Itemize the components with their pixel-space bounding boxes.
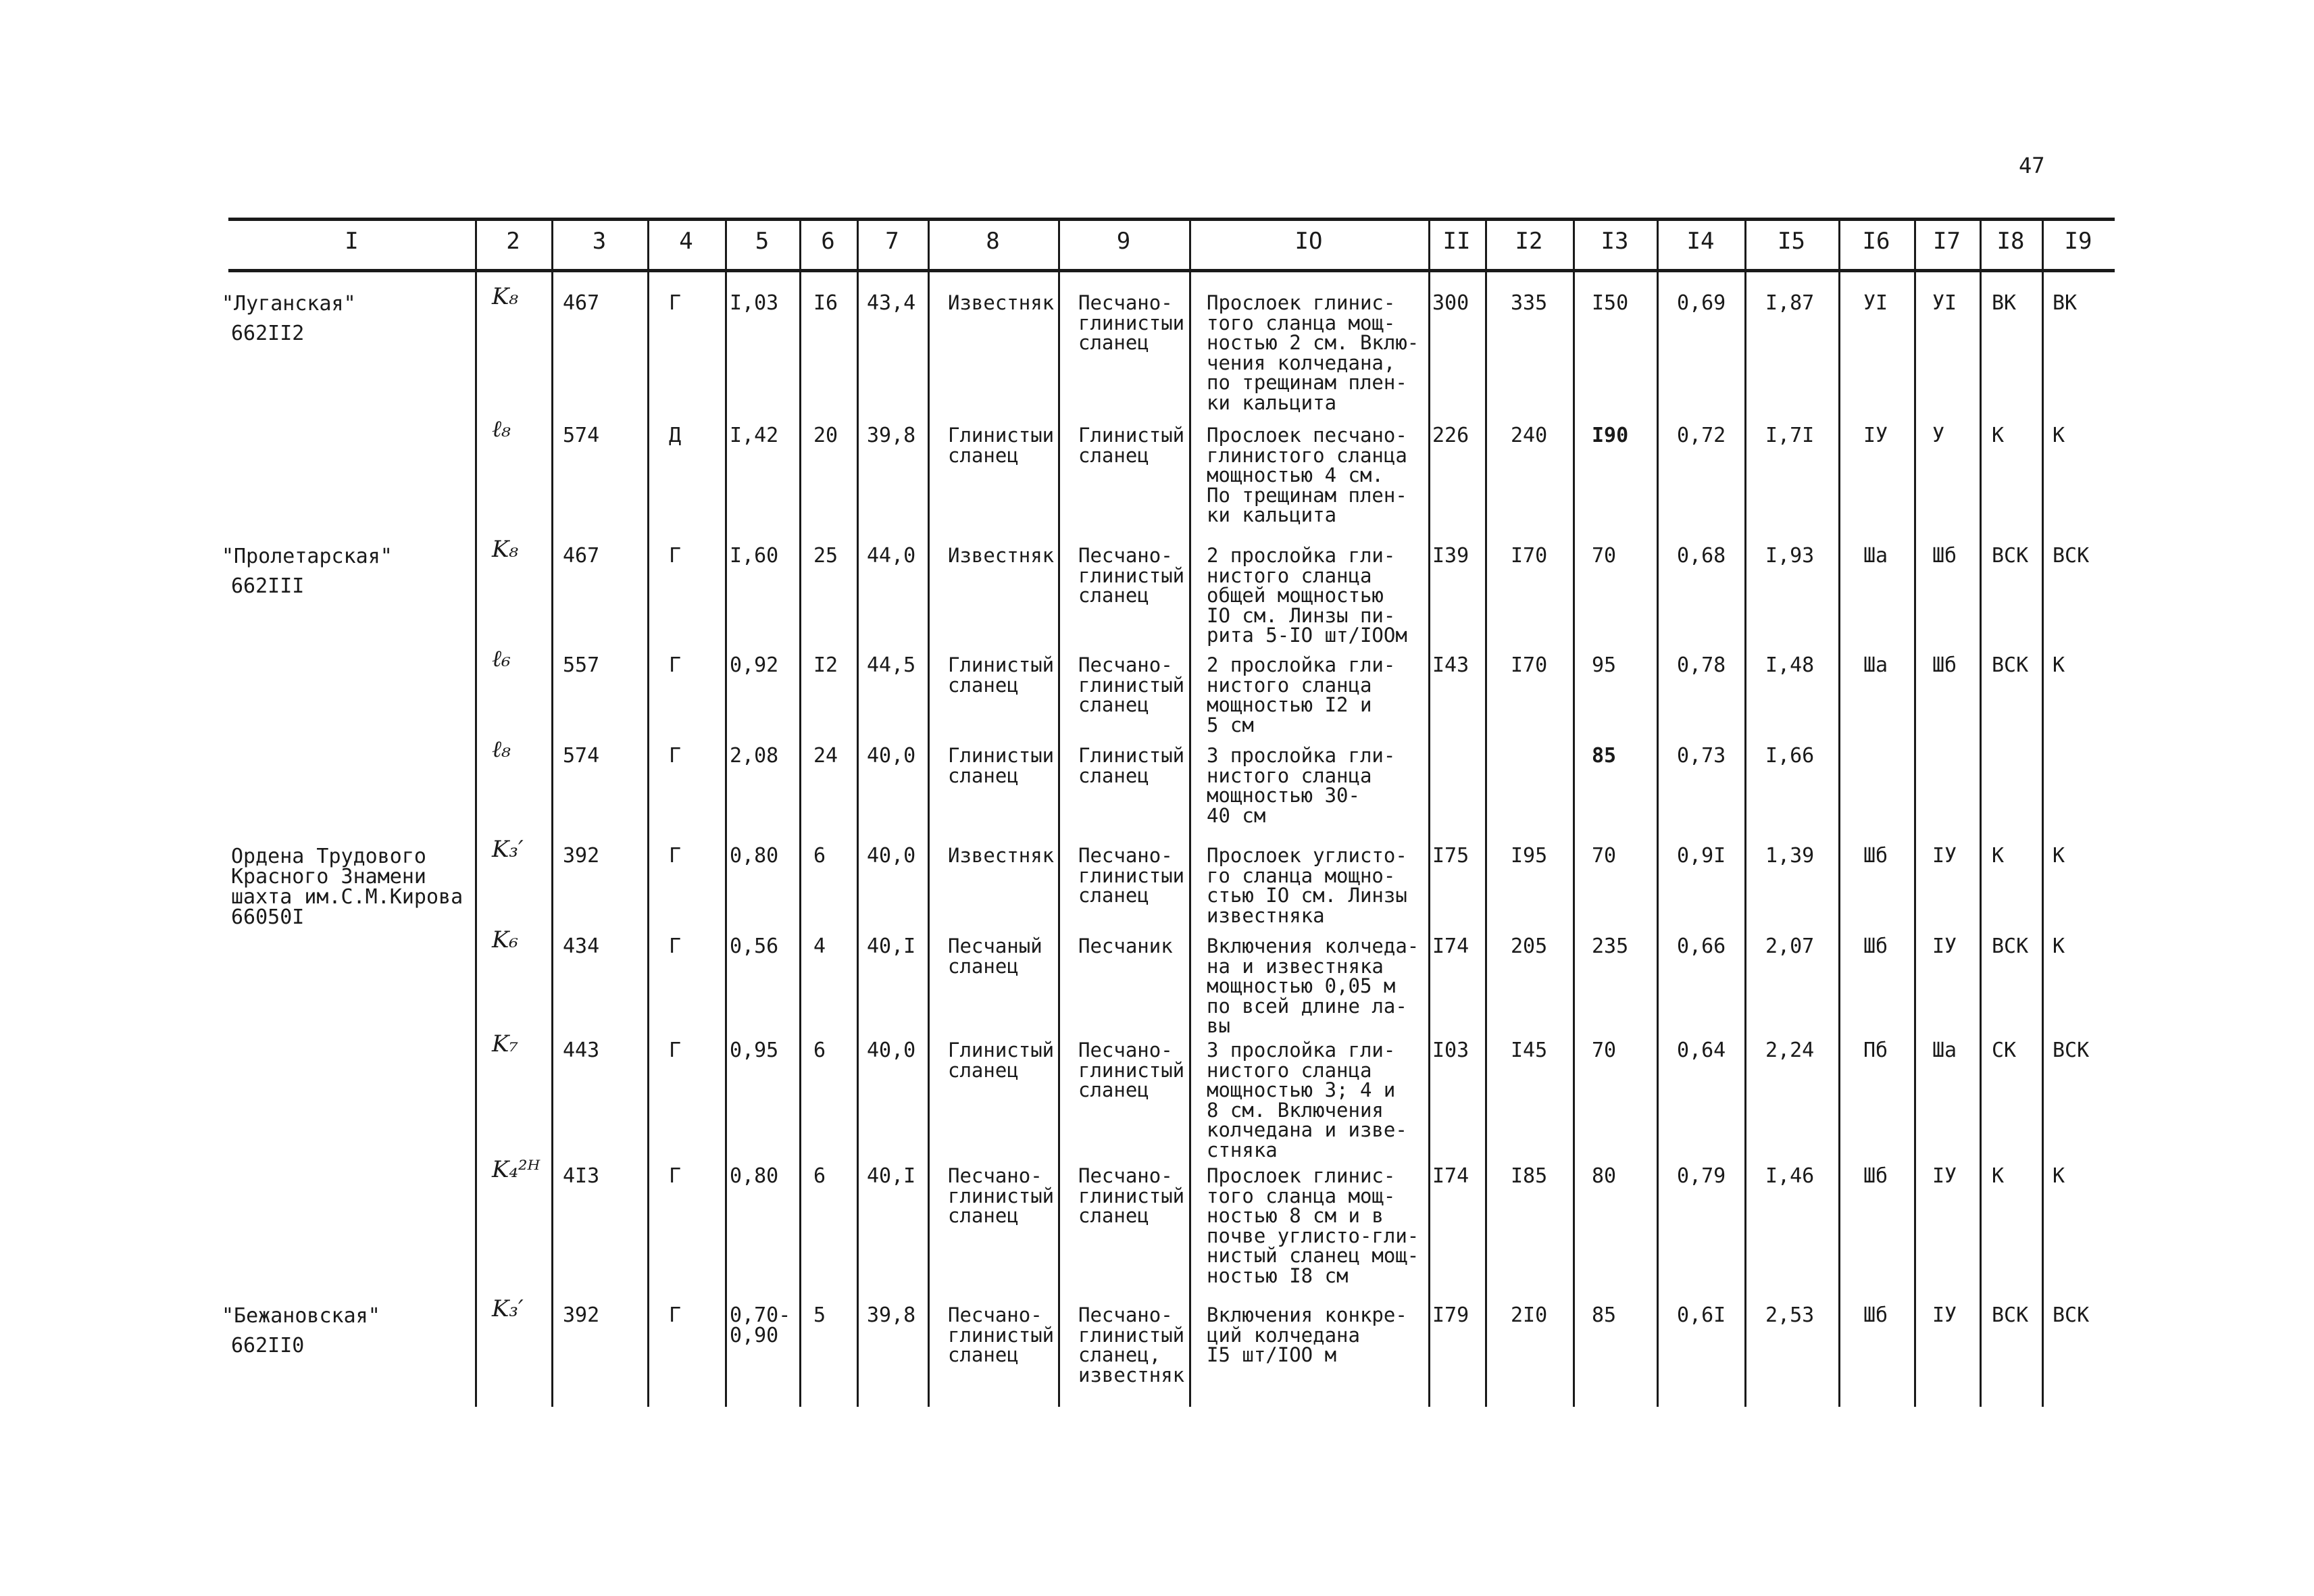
cell-c10-line: мощностью 0,05 м (1207, 974, 1396, 997)
mine-name-line: "Луганская" (222, 292, 356, 316)
cell-c18: СК (1992, 1039, 2017, 1062)
column-header: I2 (1515, 228, 1543, 255)
cell-c9-line: Глинистый (1078, 424, 1185, 447)
cell-c3: 434 (563, 934, 600, 958)
cell-c10-line: 3 прослойка гли- (1207, 1039, 1396, 1062)
column-separator (1744, 218, 1746, 1407)
cell-c8-line: Глинистыи (948, 744, 1055, 767)
cell-c11: I43 (1432, 653, 1469, 677)
column-header: I9 (2064, 228, 2092, 255)
cell-c8-line: Песчаный (948, 934, 1042, 957)
cell-c9-line: сланец (1078, 884, 1149, 907)
cell-c9-line: Песчано- (1078, 1039, 1173, 1062)
cell-c11: I74 (1432, 934, 1469, 958)
cell-c10-line: ностью I8 см (1207, 1264, 1349, 1287)
cell-c19: ВСК (2053, 1303, 2090, 1327)
column-separator (1428, 218, 1430, 1407)
cell-c13: I50 (1592, 291, 1629, 315)
cell-c10-line: нистого сланца (1207, 564, 1372, 587)
cell-c7: 39,8 (867, 424, 916, 447)
cell-c6: 24 (813, 744, 838, 768)
cell-c17: IУ (1932, 934, 1957, 958)
cell-c11: I39 (1432, 544, 1469, 568)
cell-c10-line: ностью 8 см и в (1207, 1204, 1384, 1227)
cell-c4: Г (669, 744, 682, 768)
cell-c17: УI (1932, 291, 1957, 315)
cell-c8-line: сланец (948, 443, 1019, 467)
seam-index: K₆ (492, 926, 519, 953)
cell-c10-line: Включения колчеда- (1207, 934, 1419, 957)
column-separator (2042, 218, 2044, 1407)
cell-c10-line: ки кальцита (1207, 503, 1337, 526)
cell-c11: I75 (1432, 844, 1469, 868)
cell-c18: К (1992, 424, 2005, 447)
cell-c4: Г (669, 1164, 682, 1188)
cell-c13: 70 (1592, 1039, 1617, 1062)
cell-c15: I,48 (1765, 653, 1815, 677)
cell-c15: I,66 (1765, 744, 1815, 768)
cell-c9-line: Песчано- (1078, 544, 1173, 567)
cell-c11: 300 (1432, 291, 1469, 315)
cell-c10-line: мощностью 4 см. (1207, 464, 1384, 487)
cell-c9-line: Песчано- (1078, 291, 1173, 314)
column-header: II (1442, 228, 1471, 255)
mine-name-line: Красного Знамени (231, 865, 426, 889)
column-separator (1657, 218, 1659, 1407)
cell-c10-line: По трещинам плен- (1207, 483, 1407, 507)
cell-c10-line: 40 см (1207, 803, 1266, 827)
cell-c10-line: чения колчедана, (1207, 351, 1396, 374)
cell-c4: Г (669, 544, 682, 568)
cell-c18: К (1992, 1164, 2005, 1188)
cell-c9-line: глинистый (1078, 1058, 1185, 1082)
column-separator (1058, 218, 1060, 1407)
cell-c8-line: сланец (948, 1343, 1019, 1366)
cell-c5: 0,70- (730, 1303, 791, 1327)
cell-c8-line: глинистый (948, 1323, 1055, 1347)
column-header: 4 (679, 228, 693, 255)
cell-c10-line: ностью 2 см. Вклю- (1207, 331, 1419, 354)
cell-c11: I74 (1432, 1164, 1469, 1188)
seam-index: K₈ (492, 283, 519, 310)
column-header: I3 (1601, 228, 1629, 255)
cell-c10-line: на и известняка (1207, 954, 1384, 978)
cell-c10-line: того сланца мощ- (1207, 1184, 1396, 1207)
cell-c9-line: сланец (1078, 764, 1149, 787)
seam-index: K₃′ (492, 1295, 524, 1322)
cell-c14: 0,68 (1677, 544, 1726, 568)
column-header: 5 (755, 228, 770, 255)
column-separator (1573, 218, 1575, 1407)
cell-c10-line: мощностью I2 и (1207, 693, 1372, 716)
cell-c4: Г (669, 1039, 682, 1062)
cell-c7: 44,5 (867, 653, 916, 677)
cell-c14: 0,66 (1677, 934, 1726, 958)
column-separator (1838, 218, 1840, 1407)
cell-c8-line: глинистый (948, 1184, 1055, 1207)
cell-c10-line: нистого сланца (1207, 1058, 1372, 1082)
cell-c8-line: Известняк (948, 844, 1055, 867)
mine-name-line: "Бежановская" (222, 1304, 380, 1328)
cell-c10-line: нистого сланца (1207, 764, 1372, 787)
cell-c5: 0,80 (730, 1164, 779, 1188)
cell-c10-line: го сланца мощно- (1207, 864, 1396, 887)
cell-c8-line: Глинистый (948, 653, 1055, 676)
cell-c3: 574 (563, 424, 600, 447)
cell-c13: 85 (1592, 744, 1617, 768)
cell-c14: 0,79 (1677, 1164, 1726, 1188)
cell-c15: I,93 (1765, 544, 1815, 568)
cell-c9-line: сланец (1078, 331, 1149, 354)
cell-c13: 95 (1592, 653, 1617, 677)
seam-index: ℓ₈ (492, 416, 511, 443)
column-separator (857, 218, 859, 1407)
cell-c7: 40,I (867, 934, 916, 958)
cell-c13: I90 (1592, 424, 1629, 447)
cell-c8-line: Глинистыи (948, 424, 1055, 447)
cell-c5: 2,08 (730, 744, 779, 768)
cell-c10-line: рита 5-IO шт/IOOм (1207, 624, 1407, 647)
cell-c8-line: сланец (948, 673, 1019, 697)
mine-name-line: "Пролетарская" (222, 545, 393, 568)
cell-c10-line: Прослоек углисто- (1207, 844, 1407, 867)
cell-c9-line: сланец (1078, 1078, 1149, 1101)
header-top-rule (228, 218, 2115, 221)
column-separator (1980, 218, 1982, 1407)
column-separator (928, 218, 930, 1407)
cell-c10-line: глинистого сланца (1207, 443, 1407, 467)
cell-c6: 6 (813, 1039, 826, 1062)
cell-c3: 467 (563, 291, 600, 315)
cell-c14: 0,64 (1677, 1039, 1726, 1062)
cell-c7: 44,0 (867, 544, 916, 568)
cell-c17: Шa (1932, 1039, 1957, 1062)
cell-c13: 85 (1592, 1303, 1617, 1327)
column-separator (725, 218, 727, 1407)
cell-c5: 0,90 (730, 1324, 779, 1347)
cell-c8-line: сланец (948, 1204, 1019, 1227)
cell-c14: 0,69 (1677, 291, 1726, 315)
cell-c10-line: IO см. Линзы пи- (1207, 603, 1396, 627)
cell-c16: IУ (1863, 424, 1888, 447)
cell-c10-line: 2 прослойка гли- (1207, 653, 1396, 676)
column-header: I4 (1686, 228, 1715, 255)
cell-c6: 5 (813, 1303, 826, 1327)
cell-c8-line: Песчано- (948, 1164, 1042, 1187)
cell-c10-line: стью IO см. Линзы (1207, 884, 1407, 907)
cell-c10-line: Включения конкре- (1207, 1303, 1407, 1326)
seam-index: K₇ (492, 1030, 519, 1057)
cell-c10-line: Прослоек песчано- (1207, 424, 1407, 447)
column-separator (551, 218, 553, 1407)
cell-c12: 335 (1511, 291, 1548, 315)
cell-c9-line: глинистыи (1078, 311, 1185, 334)
cell-c17: У (1932, 424, 1945, 447)
column-header: 8 (986, 228, 1000, 255)
column-header: I6 (1862, 228, 1890, 255)
seam-index: K₄²ᴴ (492, 1156, 540, 1183)
cell-c10-line: 2 прослойка гли- (1207, 544, 1396, 567)
cell-c19: ВСК (2053, 544, 2090, 568)
mine-name-line: 662III (231, 574, 305, 598)
cell-c7: 39,8 (867, 1303, 916, 1327)
cell-c4: Г (669, 653, 682, 677)
cell-c3: 574 (563, 744, 600, 768)
cell-c13: 70 (1592, 844, 1617, 868)
cell-c18: ВК (1992, 291, 2017, 315)
cell-c10-line: I5 шт/IOO м (1207, 1343, 1337, 1366)
cell-c12: 240 (1511, 424, 1548, 447)
cell-c11: I03 (1432, 1039, 1469, 1062)
seam-index: K₃′ (492, 836, 524, 863)
cell-c10-line: стняка (1207, 1138, 1278, 1162)
cell-c10-line: общей мощностью (1207, 584, 1384, 607)
column-header: I7 (1933, 228, 1961, 255)
cell-c10-line: по всей длине ла- (1207, 994, 1407, 1018)
cell-c15: 2,53 (1765, 1303, 1815, 1327)
cell-c12: I70 (1511, 544, 1548, 568)
cell-c19: ВСК (2053, 1039, 2090, 1062)
cell-c8-line: сланец (948, 1058, 1019, 1082)
column-separator (799, 218, 801, 1407)
cell-c9-line: сланец (1078, 584, 1149, 607)
cell-c9-line: глинистыи (1078, 864, 1185, 887)
mine-name-line: Ордена Трудового (231, 845, 426, 868)
cell-c15: I,87 (1765, 291, 1815, 315)
column-header: 2 (506, 228, 520, 255)
cell-c9-line: сланец (1078, 443, 1149, 467)
cell-c3: 392 (563, 1303, 600, 1327)
cell-c10-line: колчедана и изве- (1207, 1118, 1407, 1141)
cell-c11: I79 (1432, 1303, 1469, 1327)
cell-c8-line: Известняк (948, 291, 1055, 314)
cell-c14: 0,78 (1677, 653, 1726, 677)
cell-c5: 0,56 (730, 934, 779, 958)
cell-c10-line: нистого сланца (1207, 673, 1372, 697)
cell-c3: 4I3 (563, 1164, 600, 1188)
seam-index: ℓ₈ (492, 736, 511, 763)
data-table (222, 218, 2115, 1407)
cell-c17: IУ (1932, 1164, 1957, 1188)
cell-c12: 205 (1511, 934, 1548, 958)
cell-c14: 0,6I (1677, 1303, 1726, 1327)
cell-c9-line: глинистый (1078, 1184, 1185, 1207)
cell-c7: 43,4 (867, 291, 916, 315)
cell-c13: 80 (1592, 1164, 1617, 1188)
seam-index: K₈ (492, 536, 519, 563)
cell-c18: К (1992, 844, 2005, 868)
cell-c8-line: Песчано- (948, 1303, 1042, 1326)
cell-c17: Шб (1932, 544, 1957, 568)
cell-c5: 0,95 (730, 1039, 779, 1062)
mine-name-line: 662II2 (231, 322, 305, 345)
mine-name-line: шахта им.С.М.Кирова (231, 885, 463, 909)
cell-c15: 1,39 (1765, 844, 1815, 868)
cell-c5: I,60 (730, 544, 779, 568)
cell-c18: ВСК (1992, 544, 2029, 568)
cell-c6: 4 (813, 934, 826, 958)
cell-c10-line: вы (1207, 1014, 1230, 1037)
cell-c16: Пб (1863, 1039, 1888, 1062)
cell-c10-line: нистый сланец мощ- (1207, 1244, 1419, 1267)
cell-c10-line: 8 см. Включения (1207, 1098, 1384, 1122)
cell-c3: 443 (563, 1039, 600, 1062)
cell-c10-line: 5 см (1207, 713, 1254, 737)
cell-c9-line: глинистый (1078, 564, 1185, 587)
cell-c19: К (2053, 1164, 2065, 1188)
cell-c8-line: Глинистый (948, 1039, 1055, 1062)
cell-c10-line: ки кальцита (1207, 391, 1337, 414)
column-separator (1914, 218, 1916, 1407)
cell-c19: К (2053, 653, 2065, 677)
cell-c14: 0,73 (1677, 744, 1726, 768)
column-header: 9 (1116, 228, 1131, 255)
cell-c16: Шa (1863, 653, 1888, 677)
cell-c5: 0,80 (730, 844, 779, 868)
cell-c16: Шб (1863, 934, 1888, 958)
column-header: I (345, 228, 359, 255)
cell-c8-line: сланец (948, 954, 1019, 978)
cell-c17: Шб (1932, 653, 1957, 677)
cell-c3: 557 (563, 653, 600, 677)
cell-c17: IУ (1932, 1303, 1957, 1327)
cell-c13: 70 (1592, 544, 1617, 568)
cell-c6: 6 (813, 844, 826, 868)
cell-c12: I95 (1511, 844, 1548, 868)
cell-c6: 20 (813, 424, 838, 447)
cell-c15: I,7I (1765, 424, 1815, 447)
cell-c19: К (2053, 934, 2065, 958)
cell-c6: 6 (813, 1164, 826, 1188)
cell-c7: 40,0 (867, 744, 916, 768)
cell-c4: Г (669, 934, 682, 958)
cell-c9-line: известняк (1078, 1363, 1185, 1387)
cell-c14: 0,9I (1677, 844, 1726, 868)
column-header: I5 (1778, 228, 1805, 255)
cell-c15: I,46 (1765, 1164, 1815, 1188)
cell-c9-line: Песчано- (1078, 844, 1173, 867)
cell-c9-line: сланец (1078, 693, 1149, 716)
cell-c16: Шб (1863, 1164, 1888, 1188)
column-header: 7 (885, 228, 899, 255)
column-header: IO (1294, 228, 1323, 255)
cell-c7: 40,I (867, 1164, 916, 1188)
cell-c4: Д (669, 424, 682, 447)
cell-c18: ВСК (1992, 934, 2029, 958)
cell-c12: I70 (1511, 653, 1548, 677)
cell-c9-line: Глинистый (1078, 744, 1185, 767)
cell-c18: ВСК (1992, 653, 2029, 677)
cell-c19: ВК (2053, 291, 2078, 315)
cell-c5: 0,92 (730, 653, 779, 677)
cell-c10-line: по трещинам плен- (1207, 371, 1407, 394)
cell-c19: К (2053, 424, 2065, 447)
cell-c18: ВСК (1992, 1303, 2029, 1327)
cell-c10-line: мощностью 3; 4 и (1207, 1078, 1396, 1101)
cell-c11: 226 (1432, 424, 1469, 447)
cell-c3: 467 (563, 544, 600, 568)
cell-c10-line: Прослоек глинис- (1207, 291, 1396, 314)
cell-c5: I,42 (730, 424, 779, 447)
cell-c6: I2 (813, 653, 838, 677)
cell-c16: УI (1863, 291, 1888, 315)
column-separator (1189, 218, 1191, 1407)
cell-c3: 392 (563, 844, 600, 868)
cell-c10-line: того сланца мощ- (1207, 311, 1396, 334)
cell-c13: 235 (1592, 934, 1629, 958)
column-header: I8 (1996, 228, 2025, 255)
cell-c10-line: 3 прослойка гли- (1207, 744, 1396, 767)
cell-c12: I45 (1511, 1039, 1548, 1062)
cell-c9-line: Песчано- (1078, 1303, 1173, 1326)
cell-c4: Г (669, 844, 682, 868)
column-separator (1485, 218, 1487, 1407)
cell-c17: IУ (1932, 844, 1957, 868)
cell-c10-line: ций колчедана (1207, 1323, 1360, 1347)
cell-c9-line: глинистый (1078, 1323, 1185, 1347)
cell-c9-line: Песчано- (1078, 1164, 1173, 1187)
cell-c8-line: Известняк (948, 544, 1055, 567)
cell-c19: К (2053, 844, 2065, 868)
cell-c7: 40,0 (867, 844, 916, 868)
cell-c4: Г (669, 1303, 682, 1327)
cell-c4: Г (669, 291, 682, 315)
cell-c16: Шб (1863, 1303, 1888, 1327)
header-bottom-rule (228, 269, 2115, 272)
cell-c10-line: известняка (1207, 903, 1325, 927)
cell-c9-line: глинистый (1078, 673, 1185, 697)
cell-c5: I,03 (730, 291, 779, 315)
page-number: 47 (2019, 153, 2045, 178)
column-separator (647, 218, 649, 1407)
cell-c8-line: сланец (948, 764, 1019, 787)
column-header: 3 (592, 228, 607, 255)
cell-c9-line: сланец (1078, 1204, 1149, 1227)
cell-c10-line: мощностью 30- (1207, 784, 1360, 807)
column-header: 6 (821, 228, 835, 255)
cell-c15: 2,07 (1765, 934, 1815, 958)
cell-c6: I6 (813, 291, 838, 315)
cell-c14: 0,72 (1677, 424, 1726, 447)
mine-name-line: 662II0 (231, 1334, 305, 1357)
cell-c10-line: почве углисто-гли- (1207, 1224, 1419, 1247)
cell-c16: Шб (1863, 844, 1888, 868)
cell-c9-line: Песчано- (1078, 653, 1173, 676)
cell-c16: Шa (1863, 544, 1888, 568)
cell-c6: 25 (813, 544, 838, 568)
mine-name-line: 66050I (231, 905, 305, 929)
seam-index: ℓ₆ (492, 645, 511, 672)
cell-c12: 2I0 (1511, 1303, 1548, 1327)
cell-c7: 40,0 (867, 1039, 916, 1062)
cell-c9-line: Песчаник (1078, 934, 1173, 957)
cell-c10-line: Прослоек глинис- (1207, 1164, 1396, 1187)
column-separator (475, 218, 477, 1407)
cell-c12: I85 (1511, 1164, 1548, 1188)
cell-c15: 2,24 (1765, 1039, 1815, 1062)
cell-c9-line: сланец, (1078, 1343, 1161, 1366)
